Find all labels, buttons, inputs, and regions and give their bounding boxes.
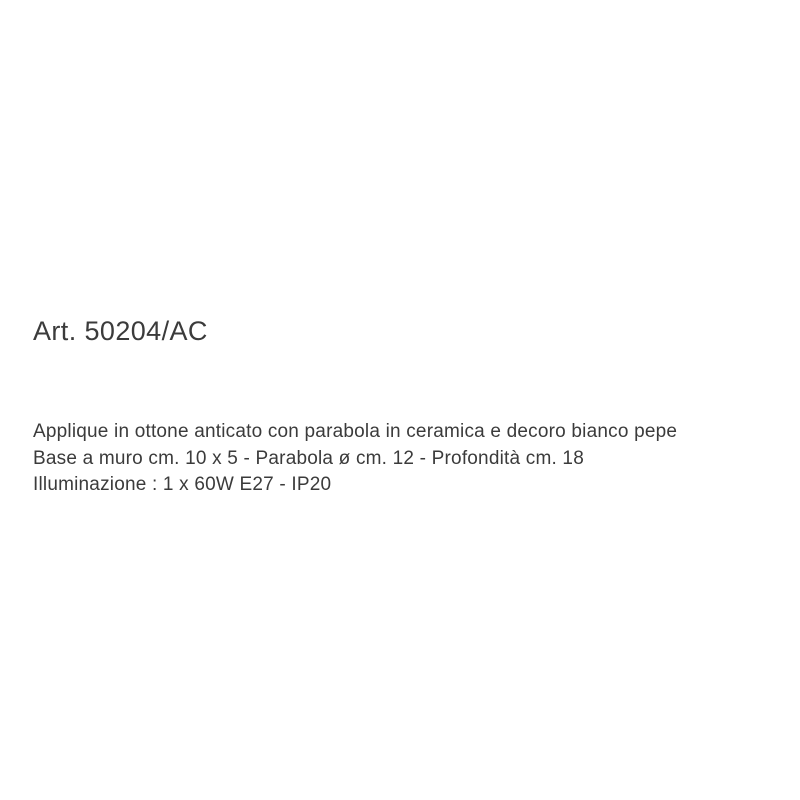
description-line-materials: Applique in ottone anticato con parabola in ceramica e decoro bianco pepe	[33, 421, 678, 442]
description-line-lighting: Illuminazione : 1 x 60W E27 - IP20	[33, 474, 332, 495]
description-line-dimensions: Base a muro cm. 10 x 5 - Parabola ø cm. 12 - Profondità cm. 18	[33, 447, 584, 469]
product-article-code: Art. 50204/AC	[33, 316, 208, 346]
product-description	[33, 419, 793, 499]
